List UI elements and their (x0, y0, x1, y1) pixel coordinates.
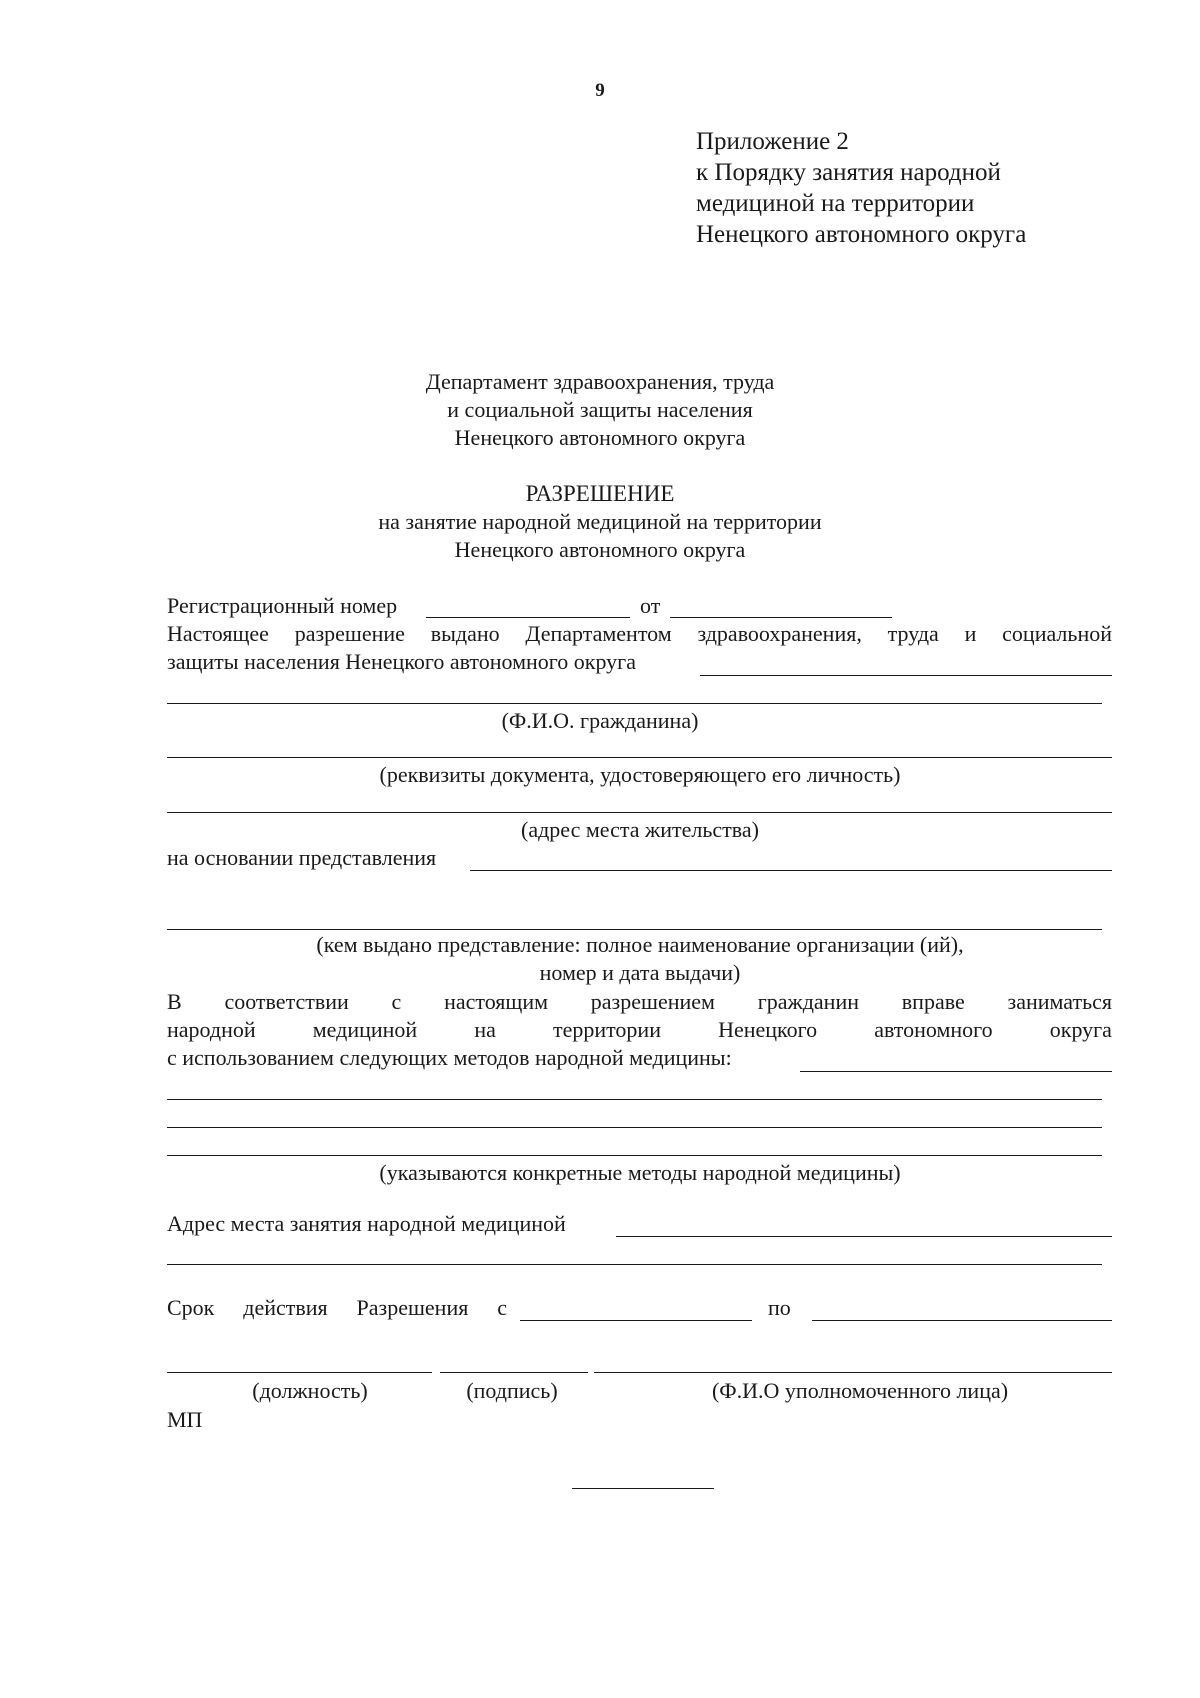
permit-title: РАЗРЕШЕНИЕ (525, 481, 675, 506)
permit-subtitle (378, 508, 821, 564)
accordance-word: на (474, 1017, 496, 1042)
validity-end-field[interactable] (812, 1320, 1112, 1321)
annex-line-2: к Порядку занятия народной (696, 159, 1001, 186)
issued-by-line-1 (167, 620, 1112, 648)
practice-address-field-2[interactable] (167, 1264, 1102, 1265)
accordance-word: Ненецкого (718, 1017, 818, 1042)
issued-by-word: выдано (430, 621, 500, 646)
position-field[interactable] (167, 1372, 432, 1373)
accordance-line-1 (167, 988, 1112, 1016)
accordance-word: народной (167, 1017, 256, 1042)
practice-address-field[interactable] (616, 1236, 1112, 1237)
reg-number-label: Регистрационный номер (167, 593, 398, 618)
methods-field[interactable] (800, 1071, 1112, 1072)
department-line-2: и социальной защиты населения (447, 397, 753, 422)
issued-by-word: здравоохранения, (697, 621, 862, 646)
validity-word: Срок (167, 1295, 215, 1320)
permit-subtitle-line-2: Ненецкого автономного округа (454, 537, 746, 562)
position-caption: (должность) (252, 1378, 368, 1403)
validity-word: Разрешения (356, 1295, 469, 1320)
accordance-word: соответствии (224, 989, 349, 1014)
citizen-name-caption: (Ф.И.О. гражданина) (501, 708, 699, 733)
accordance-word: территории (552, 1017, 661, 1042)
validity-word: действия (243, 1295, 328, 1320)
accordance-word: медициной (312, 1017, 418, 1042)
signature-caption: (подпись) (466, 1378, 558, 1403)
issued-by-word: социальной (1002, 621, 1112, 646)
page-number: 9 (595, 80, 605, 101)
accordance-word: с (391, 989, 402, 1014)
authorized-person-field[interactable] (594, 1372, 1112, 1373)
seal-label: МП (167, 1407, 203, 1432)
id-document-field[interactable] (167, 757, 1112, 758)
accordance-word: вправе (901, 989, 965, 1014)
methods-field-3[interactable] (167, 1127, 1102, 1128)
accordance-word: настоящим (444, 989, 549, 1014)
from-label: от (640, 593, 661, 618)
accordance-word: разрешением (590, 989, 715, 1014)
issuer-caption-line-2: номер и дата выдачи) (539, 960, 741, 985)
reg-number-field[interactable] (426, 617, 630, 618)
basis-label: на основании представления (167, 845, 437, 870)
department-heading (426, 368, 775, 452)
issued-by-word: труда (887, 621, 939, 646)
issued-by-field[interactable] (700, 675, 1112, 676)
validity-word: с (497, 1295, 507, 1320)
annex-line-3: медициной на территории (696, 190, 975, 217)
accordance-word: В (167, 989, 182, 1014)
issued-by-word: Департаментом (525, 621, 672, 646)
annex-line-1: Приложение 2 (696, 128, 849, 155)
accordance-line-2 (167, 1016, 1112, 1044)
citizen-name-field[interactable] (167, 703, 1102, 704)
id-document-caption: (реквизиты документа, удостоверяющего его личность) (379, 762, 901, 787)
department-line-1: Департамент здравоохранения, труда (425, 369, 775, 394)
issuer-caption-line-1: (кем выдано представление: полное наименование организации (ий), (316, 932, 964, 957)
accordance-word: округа (1049, 1017, 1112, 1042)
methods-field-2[interactable] (167, 1099, 1102, 1100)
practice-address-label: Адрес места занятия народной медициной (167, 1211, 566, 1236)
methods-caption: (указываются конкретные методы народной медицины) (379, 1160, 901, 1185)
validity-start-field[interactable] (520, 1320, 752, 1321)
permit-subtitle-line-1: на занятие народной медициной на территории (378, 509, 822, 534)
issued-by-word: разрешение (294, 621, 405, 646)
accordance-word: гражданин (757, 989, 860, 1014)
reg-date-field[interactable] (670, 617, 892, 618)
issued-by-line-2: защиты населения Ненецкого автономного округа (167, 649, 636, 674)
issued-by-word: и (964, 621, 977, 646)
methods-field-4[interactable] (167, 1155, 1102, 1156)
authorized-person-caption: (Ф.И.О уполномоченного лица) (711, 1378, 1009, 1403)
signature-field[interactable] (440, 1372, 588, 1373)
closing-rule (572, 1488, 714, 1489)
annex-block (696, 126, 1026, 250)
basis-field[interactable] (470, 870, 1112, 871)
residence-address-field[interactable] (167, 812, 1112, 813)
residence-address-caption: (адрес места жительства) (521, 817, 759, 842)
validity-to-label: по (768, 1295, 791, 1320)
annex-line-4: Ненецкого автономного округа (696, 221, 1027, 248)
accordance-word: автономного (874, 1017, 993, 1042)
accordance-line-3: с использованием следующих методов народной медицины: (167, 1045, 732, 1070)
basis-field-continued[interactable] (167, 929, 1102, 930)
issued-by-word: Настоящее (167, 621, 269, 646)
accordance-word: заниматься (1007, 989, 1112, 1014)
department-line-3: Ненецкого автономного округа (454, 425, 746, 450)
validity-label (167, 1294, 507, 1322)
